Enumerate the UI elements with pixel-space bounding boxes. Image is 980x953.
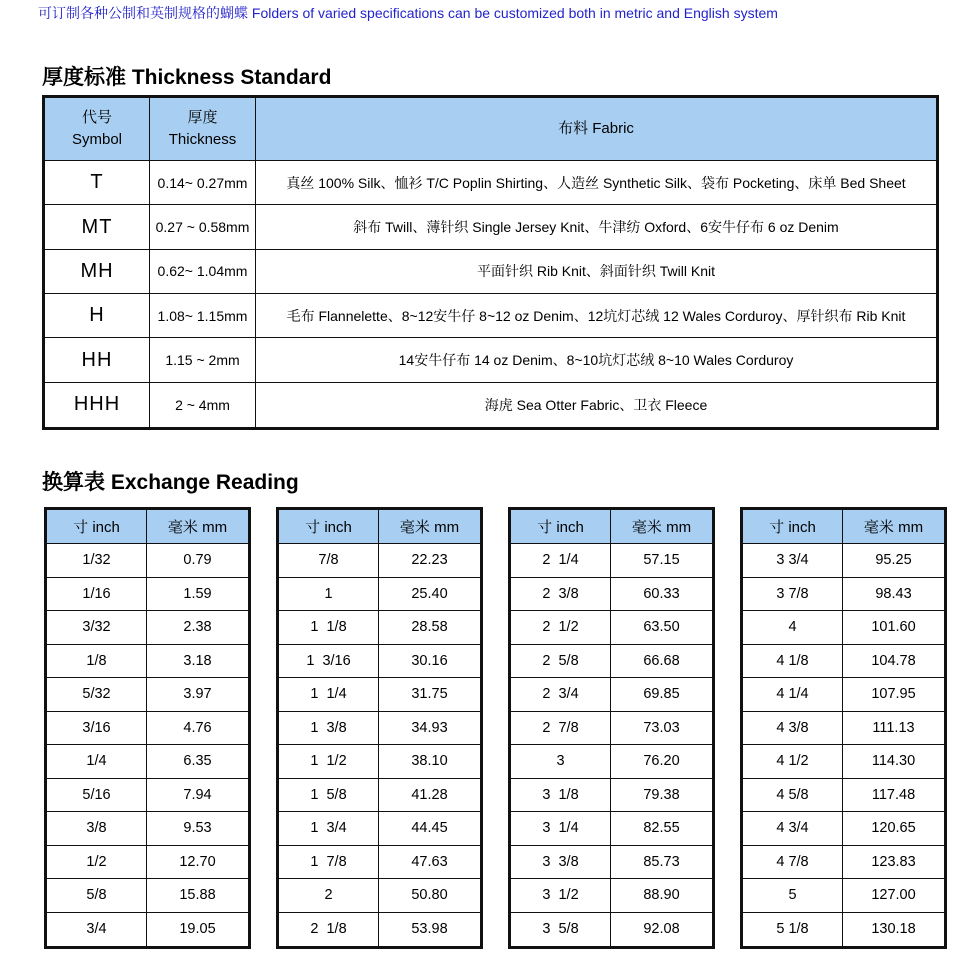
- fabric-cell: 斜布 Twill、薄针织 Single Jersey Knit、牛津纺 Oxford、6安牛仔布 6 oz Denim: [256, 205, 938, 249]
- thickness-cell: 0.62~ 1.04mm: [150, 249, 256, 293]
- inch-cell: 4 1/4: [742, 678, 843, 712]
- exchange-table-2: [276, 507, 483, 949]
- inch-cell: 1 1/2: [278, 745, 379, 779]
- exchange-header-row: [510, 509, 714, 544]
- symbol-cell: MT: [44, 205, 150, 249]
- mm-cell: 117.48: [843, 778, 946, 812]
- exchange-row: [46, 711, 250, 745]
- inch-cell: 4 1/8: [742, 644, 843, 678]
- inch-cell: 4 5/8: [742, 778, 843, 812]
- fabric-cell: 毛布 Flannelette、8~12安牛仔 8~12 oz Denim、12坑灯芯绒 12 Wales Corduroy、厚针织布 Rib Knit: [256, 294, 938, 338]
- inch-column-header: 寸 inch: [46, 509, 147, 544]
- mm-cell: 47.63: [379, 845, 482, 879]
- exchange-table-1: [44, 507, 251, 949]
- inch-cell: 2 1/8: [278, 912, 379, 948]
- exchange-row: [742, 577, 946, 611]
- mm-cell: 82.55: [611, 812, 714, 846]
- mm-cell: 95.25: [843, 544, 946, 578]
- exchange-row: [278, 778, 482, 812]
- mm-column-header: 毫米 mm: [379, 509, 482, 544]
- exchange-row: [46, 611, 250, 645]
- inch-cell: 5: [742, 879, 843, 913]
- inch-cell: 4: [742, 611, 843, 645]
- mm-cell: 57.15: [611, 544, 714, 578]
- symbol-header-en: Symbol: [71, 131, 123, 148]
- exchange-row: [46, 745, 250, 779]
- mm-column-header: 毫米 mm: [611, 509, 714, 544]
- inch-cell: 3 1/8: [510, 778, 611, 812]
- symbol-cell: T: [44, 161, 150, 205]
- mm-cell: 31.75: [379, 678, 482, 712]
- mm-cell: 85.73: [611, 845, 714, 879]
- mm-cell: 28.58: [379, 611, 482, 645]
- thickness-cell: 0.27 ~ 0.58mm: [150, 205, 256, 249]
- thickness-table: [42, 95, 939, 430]
- thickness-cell: 0.14~ 0.27mm: [150, 161, 256, 205]
- mm-cell: 19.05: [147, 912, 250, 948]
- exchange-row: [278, 879, 482, 913]
- exchange-row: [46, 678, 250, 712]
- fabric-cell: 海虎 Sea Otter Fabric、卫衣 Fleece: [256, 382, 938, 428]
- exchange-row: [742, 745, 946, 779]
- exchange-row: [46, 544, 250, 578]
- exchange-section-title: 换算表 Exchange Reading: [42, 471, 299, 494]
- inch-cell: 5/16: [46, 778, 147, 812]
- inch-cell: 3 1/2: [510, 879, 611, 913]
- exchange-row: [510, 778, 714, 812]
- inch-cell: 3/16: [46, 711, 147, 745]
- mm-cell: 7.94: [147, 778, 250, 812]
- exchange-table-3: [508, 507, 715, 949]
- mm-cell: 25.40: [379, 577, 482, 611]
- mm-cell: 41.28: [379, 778, 482, 812]
- exchange-row: [510, 745, 714, 779]
- inch-cell: 4 1/2: [742, 745, 843, 779]
- exchange-row: [46, 845, 250, 879]
- mm-cell: 34.93: [379, 711, 482, 745]
- inch-cell: 2 3/4: [510, 678, 611, 712]
- mm-cell: 73.03: [611, 711, 714, 745]
- exchange-header-row: [278, 509, 482, 544]
- exchange-header-row: [742, 509, 946, 544]
- mm-cell: 6.35: [147, 745, 250, 779]
- inch-cell: 1/32: [46, 544, 147, 578]
- mm-cell: 101.60: [843, 611, 946, 645]
- mm-cell: 92.08: [611, 912, 714, 948]
- exchange-row: [510, 544, 714, 578]
- exchange-row: [278, 611, 482, 645]
- exchange-header-row: [46, 509, 250, 544]
- exchange-row: [278, 678, 482, 712]
- exchange-row: [46, 912, 250, 948]
- mm-cell: 98.43: [843, 577, 946, 611]
- exchange-row: [742, 644, 946, 678]
- inch-cell: 1 5/8: [278, 778, 379, 812]
- exchange-row: [742, 812, 946, 846]
- exchange-row: [510, 812, 714, 846]
- mm-cell: 60.33: [611, 577, 714, 611]
- exchange-row: [278, 577, 482, 611]
- exchange-row: [510, 912, 714, 948]
- inch-cell: 1 1/4: [278, 678, 379, 712]
- exchange-row: [278, 711, 482, 745]
- symbol-cell: HHH: [44, 382, 150, 428]
- inch-cell: 4 7/8: [742, 845, 843, 879]
- mm-cell: 12.70: [147, 845, 250, 879]
- inch-column-header: 寸 inch: [742, 509, 843, 544]
- exchange-row: [742, 611, 946, 645]
- mm-cell: 0.79: [147, 544, 250, 578]
- mm-cell: 1.59: [147, 577, 250, 611]
- symbol-cell: H: [44, 294, 150, 338]
- exchange-row: [742, 879, 946, 913]
- mm-cell: 3.97: [147, 678, 250, 712]
- thickness-cell: 2 ~ 4mm: [150, 382, 256, 428]
- mm-cell: 4.76: [147, 711, 250, 745]
- inch-cell: 1/4: [46, 745, 147, 779]
- mm-cell: 123.83: [843, 845, 946, 879]
- inch-cell: 1/8: [46, 644, 147, 678]
- mm-cell: 88.90: [611, 879, 714, 913]
- exchange-row: [742, 778, 946, 812]
- inch-cell: 1 3/4: [278, 812, 379, 846]
- mm-cell: 15.88: [147, 879, 250, 913]
- inch-cell: 2 5/8: [510, 644, 611, 678]
- symbol-header-zh: 代号: [81, 109, 112, 126]
- inch-cell: 2 3/8: [510, 577, 611, 611]
- inch-cell: 3 3/4: [742, 544, 843, 578]
- mm-cell: 114.30: [843, 745, 946, 779]
- thickness-row: [44, 161, 938, 205]
- inch-cell: 5 1/8: [742, 912, 843, 948]
- inch-cell: 3/8: [46, 812, 147, 846]
- mm-cell: 104.78: [843, 644, 946, 678]
- mm-cell: 53.98: [379, 912, 482, 948]
- inch-cell: 1 3/8: [278, 711, 379, 745]
- inch-cell: 3 5/8: [510, 912, 611, 948]
- exchange-row: [46, 778, 250, 812]
- mm-cell: 130.18: [843, 912, 946, 948]
- thickness-row: [44, 382, 938, 428]
- thickness-section-title: 厚度标准 Thickness Standard: [42, 66, 332, 89]
- inch-cell: 3/32: [46, 611, 147, 645]
- exchange-row: [510, 644, 714, 678]
- exchange-row: [46, 644, 250, 678]
- mm-cell: 22.23: [379, 544, 482, 578]
- inch-cell: 3 7/8: [742, 577, 843, 611]
- thickness-row: [44, 294, 938, 338]
- exchange-row: [278, 644, 482, 678]
- inch-cell: 3 3/8: [510, 845, 611, 879]
- inch-cell: 2 7/8: [510, 711, 611, 745]
- inch-cell: 2: [278, 879, 379, 913]
- inch-cell: 2 1/2: [510, 611, 611, 645]
- mm-cell: 2.38: [147, 611, 250, 645]
- mm-cell: 76.20: [611, 745, 714, 779]
- exchange-row: [278, 544, 482, 578]
- top-note: 可订制各种公制和英制规格的蝴蝶 Folders of varied specifications can be customized both in metric and English system: [38, 5, 778, 21]
- exchange-row: [742, 544, 946, 578]
- exchange-row: [510, 711, 714, 745]
- exchange-row: [278, 912, 482, 948]
- inch-cell: 5/8: [46, 879, 147, 913]
- thickness-row: [44, 249, 938, 293]
- exchange-row: [510, 845, 714, 879]
- mm-cell: 9.53: [147, 812, 250, 846]
- mm-cell: 50.80: [379, 879, 482, 913]
- inch-cell: 3 1/4: [510, 812, 611, 846]
- mm-cell: 69.85: [611, 678, 714, 712]
- inch-cell: 2 1/4: [510, 544, 611, 578]
- inch-column-header: 寸 inch: [278, 509, 379, 544]
- thickness-row: [44, 205, 938, 249]
- inch-cell: 7/8: [278, 544, 379, 578]
- thickness-header-en: Thickness: [168, 131, 237, 148]
- fabric-column-header: 布料 Fabric: [256, 97, 938, 161]
- exchange-row: [46, 577, 250, 611]
- exchange-row: [278, 845, 482, 879]
- fabric-cell: 平面针织 Rib Knit、斜面针织 Twill Knit: [256, 249, 938, 293]
- exchange-row: [510, 577, 714, 611]
- thickness-column-header: [150, 97, 256, 161]
- mm-cell: 44.45: [379, 812, 482, 846]
- thickness-row: [44, 338, 938, 382]
- mm-column-header: 毫米 mm: [147, 509, 250, 544]
- exchange-row: [742, 912, 946, 948]
- thickness-cell: 1.08~ 1.15mm: [150, 294, 256, 338]
- mm-cell: 63.50: [611, 611, 714, 645]
- inch-cell: 1/16: [46, 577, 147, 611]
- mm-column-header: 毫米 mm: [843, 509, 946, 544]
- exchange-row: [278, 812, 482, 846]
- inch-cell: 5/32: [46, 678, 147, 712]
- exchange-row: [46, 879, 250, 913]
- exchange-row: [510, 678, 714, 712]
- inch-column-header: 寸 inch: [510, 509, 611, 544]
- mm-cell: 127.00: [843, 879, 946, 913]
- inch-cell: 4 3/4: [742, 812, 843, 846]
- mm-cell: 3.18: [147, 644, 250, 678]
- exchange-row: [510, 879, 714, 913]
- mm-cell: 120.65: [843, 812, 946, 846]
- exchange-table-4: [740, 507, 947, 949]
- inch-cell: 3: [510, 745, 611, 779]
- inch-cell: 1 3/16: [278, 644, 379, 678]
- inch-cell: 1 1/8: [278, 611, 379, 645]
- inch-cell: 1 7/8: [278, 845, 379, 879]
- thickness-header-zh: 厚度: [187, 109, 218, 126]
- inch-cell: 4 3/8: [742, 711, 843, 745]
- inch-cell: 1: [278, 577, 379, 611]
- mm-cell: 111.13: [843, 711, 946, 745]
- thickness-cell: 1.15 ~ 2mm: [150, 338, 256, 382]
- mm-cell: 79.38: [611, 778, 714, 812]
- symbol-cell: MH: [44, 249, 150, 293]
- inch-cell: 1/2: [46, 845, 147, 879]
- exchange-row: [742, 845, 946, 879]
- symbol-column-header: [44, 97, 150, 161]
- exchange-row: [278, 745, 482, 779]
- exchange-row: [510, 611, 714, 645]
- mm-cell: 66.68: [611, 644, 714, 678]
- mm-cell: 107.95: [843, 678, 946, 712]
- exchange-row: [742, 711, 946, 745]
- mm-cell: 38.10: [379, 745, 482, 779]
- inch-cell: 3/4: [46, 912, 147, 948]
- symbol-cell: HH: [44, 338, 150, 382]
- thickness-header-row: [44, 97, 938, 161]
- exchange-row: [742, 678, 946, 712]
- mm-cell: 30.16: [379, 644, 482, 678]
- fabric-cell: 真丝 100% Silk、恤衫 T/C Poplin Shirting、人造丝 Synthetic Silk、袋布 Pocketing、床单 Bed Sheet: [256, 161, 938, 205]
- exchange-row: [46, 812, 250, 846]
- fabric-cell: 14安牛仔布 14 oz Denim、8~10坑灯芯绒 8~10 Wales Corduroy: [256, 338, 938, 382]
